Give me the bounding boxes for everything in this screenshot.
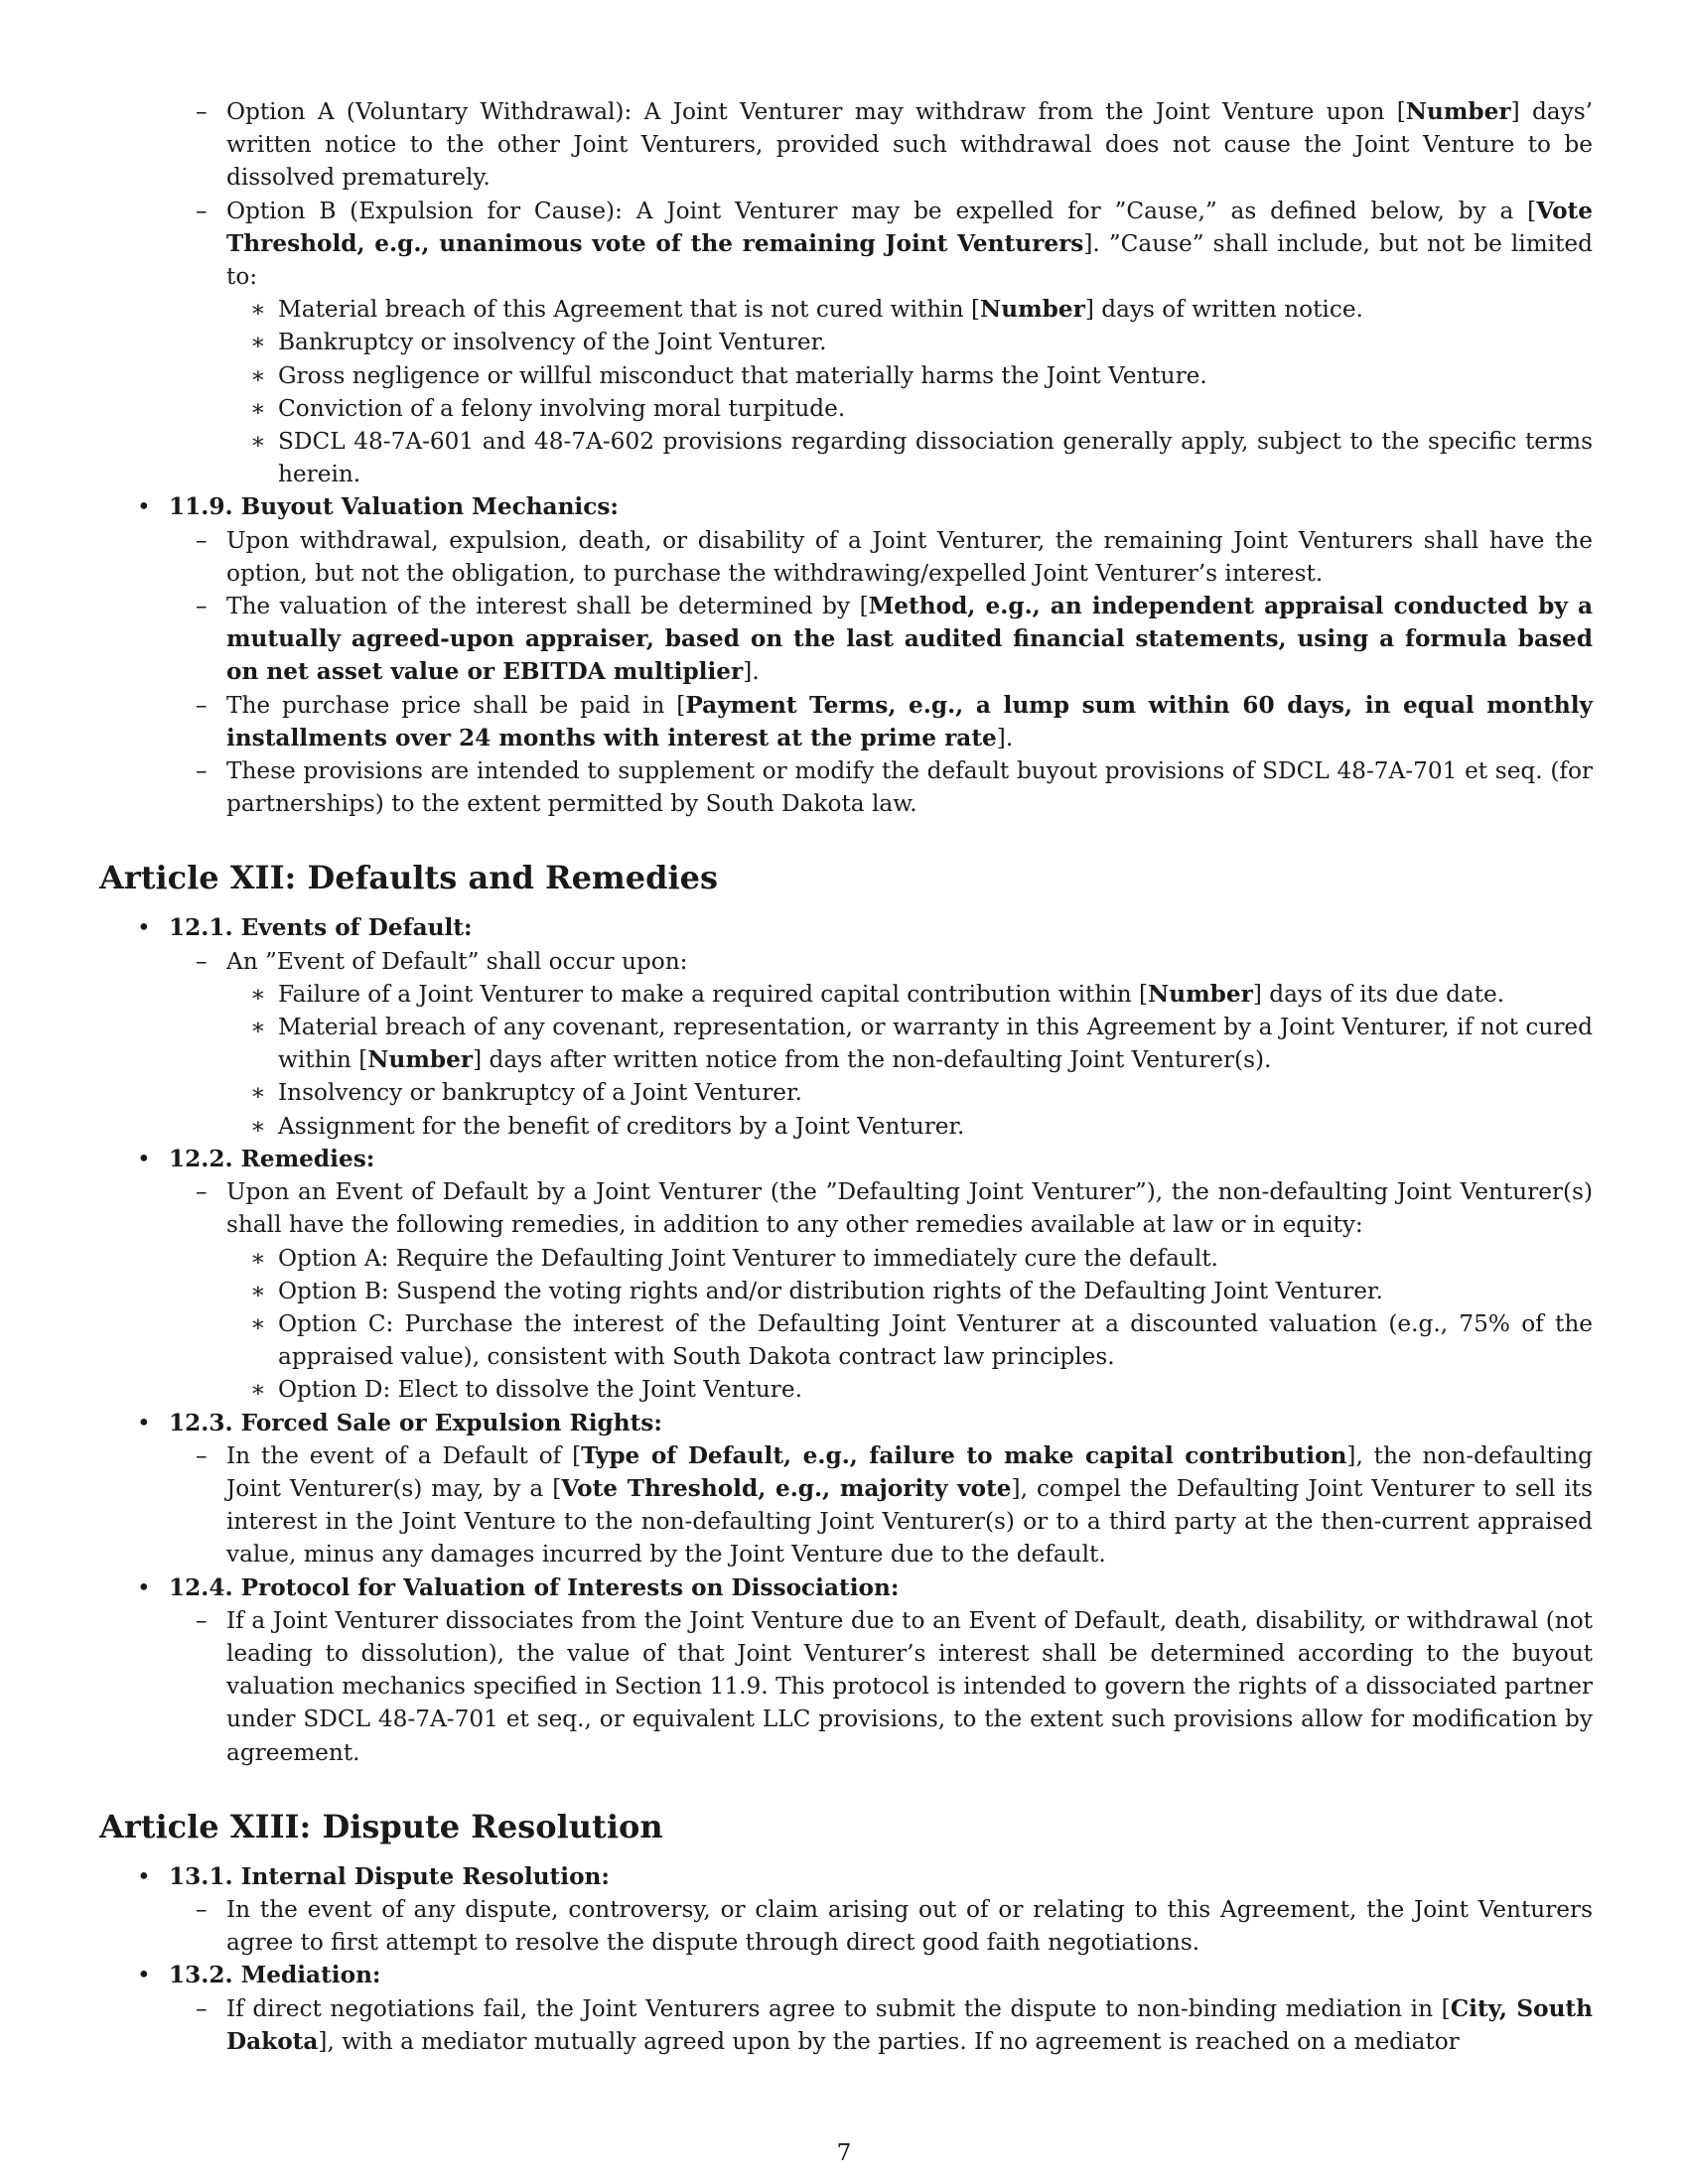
list-item: – The purchase price shall be paid in [Payment Terms, e.g., a lump sum within 60 days, in equal monthly installments over 24 months with interest at the prime rate]. (99, 689, 1593, 754)
list-item: – Option A (Voluntary Withdrawal): A Joint Venturer may withdraw from the Joint Venture upon [Number] days’ written notice to the other Joint Venturers, provided such withdrawal does not cause the Joint Venture to be dissolved prematurely. (99, 95, 1593, 195)
list-item: ∗ Insolvency or bankruptcy of a Joint Venturer. (99, 1076, 1593, 1109)
article-12-list (99, 911, 1593, 1768)
star-marker: ∗ (250, 361, 266, 389)
page-content (99, 95, 1593, 2058)
list-item: ∗ Bankruptcy or insolvency of the Joint Venturer. (99, 326, 1593, 358)
star-marker: ∗ (250, 1277, 266, 1304)
list-item: – An ”Event of Default” shall occur upon: (99, 945, 1593, 978)
section-heading: 13.2. Mediation: (169, 1962, 381, 1989)
list-item: ∗ Gross negligence or willful misconduct that materially harms the Joint Venture. (99, 359, 1593, 392)
dash-marker: – (196, 947, 208, 975)
list-item: ∗ Conviction of a felony involving moral turpitude. (99, 392, 1593, 425)
dash-marker: – (196, 1994, 208, 2022)
bullet-marker: • (137, 1145, 151, 1172)
list-item: ∗ Failure of a Joint Venturer to make a required capital contribution within [Number] days of its due date. (99, 978, 1593, 1011)
star-marker: ∗ (250, 329, 266, 356)
dash-marker: – (196, 1895, 208, 1923)
star-marker: ∗ (250, 428, 266, 456)
section-12-1 (99, 911, 1593, 944)
section-heading: 12.1. Events of Default: (169, 914, 473, 942)
section-12-3 (99, 1407, 1593, 1439)
star-marker: ∗ (250, 394, 266, 422)
bullet-marker: • (137, 1409, 151, 1436)
list-item: – The valuation of the interest shall be determined by [Method, e.g., an independent appraisal conducted by a mutually agreed-upon appraiser, based on the last audited financial statements, using a formula based on net asset value or EBITDA multiplier]. (99, 590, 1593, 689)
bullet-marker: • (137, 493, 151, 521)
dash-marker: – (196, 1606, 208, 1634)
list-item: – These provisions are intended to supplement or modify the default buyout provisions of SDCL 48-7A-701 et seq. (for partnerships) to the extent permitted by South Dakota law. (99, 754, 1593, 820)
dash-marker: – (196, 757, 208, 785)
dash-marker: – (196, 526, 208, 554)
list-item: – If a Joint Venturer dissociates from the Joint Venture due to an Event of Default, death, disability, or withdrawal (not leading to dissolution), the value of that Joint Venturer’s interest shall be determined according to the buyout valuation mechanics specified in Section 11.9. This protocol is intended to govern the rights of a dissociated partner under SDCL 48-7A-701 et seq., or equivalent LLC provisions, to the extent such provisions allow for modification by agreement. (99, 1604, 1593, 1769)
dash-marker: – (196, 1178, 208, 1206)
cause-list (226, 293, 1593, 490)
list-item: – Option B (Expulsion for Cause): A Joint Venturer may be expelled for ”Cause,” as defined below, by a [Vote Threshold, e.g., unanimous vote of the remaining Joint Venturers]. ”Cause” shall include, but not be limited to: ∗ Material breach of this Agreement that is not cured within [Number] days of written notice. ∗ Bankruptcy or insolvency of the Joint Venturer. ∗ Gross negligence or willful misconduct that materially harms the Joint Venture. ∗ Conviction of a felony involving moral turpitude. ∗ SDCL 48-7A-601 and 48-7A-602 provisions regarding dissociation generally apply, subject to the specific terms herein. (99, 195, 1593, 491)
list-item: ∗ Material breach of this Agreement that is not cured within [Number] days of written notice. (99, 293, 1593, 326)
star-marker: ∗ (250, 1244, 266, 1272)
list-item: ∗ Option D: Elect to dissolve the Joint Venture. (99, 1373, 1593, 1406)
dash-marker: – (196, 593, 208, 620)
star-marker: ∗ (250, 1014, 266, 1041)
list-item: – In the event of any dispute, controversy, or claim arising out of or relating to this Agreement, the Joint Venturers agree to first attempt to resolve the dispute through direct good faith negotiations. (99, 1893, 1593, 1959)
section-11-9-list (99, 490, 1593, 820)
star-marker: ∗ (250, 1112, 266, 1140)
article-13-title: Article XIII: Dispute Resolution (99, 1807, 663, 1845)
star-marker: ∗ (250, 1309, 266, 1337)
list-item: ∗ Option B: Suspend the voting rights and/or distribution rights of the Defaulting Joint Venturer. (99, 1275, 1593, 1307)
article-13-list (99, 1860, 1593, 2058)
bullet-marker: • (137, 1962, 151, 1989)
list-item: ∗ Material breach of any covenant, representation, or warranty in this Agreement by a Joint Venturer, if not cured within [Number] days after written notice from the non-defaulting Joint Venturer(s). (99, 1011, 1593, 1076)
bullet-marker: • (137, 1573, 151, 1601)
star-marker: ∗ (250, 980, 266, 1008)
list-item: ∗ Assignment for the benefit of creditors by a Joint Venturer. (99, 1110, 1593, 1143)
section-11-9 (99, 490, 1593, 523)
star-marker: ∗ (250, 1079, 266, 1107)
page-number: 7 (836, 2139, 852, 2166)
star-marker: ∗ (250, 1376, 266, 1404)
section-12-2 (99, 1143, 1593, 1175)
list-item: – Upon withdrawal, expulsion, death, or disability of a Joint Venturer, the remaining Joint Venturers shall have the option, but not the obligation, to purchase the withdrawing/expelled Joint Venturer’s interest. (99, 524, 1593, 590)
section-13-1 (99, 1860, 1593, 1893)
dash-marker: – (196, 1441, 208, 1469)
article-12-title: Article XII: Defaults and Remedies (99, 859, 719, 897)
dash-marker: – (196, 197, 208, 224)
section-13-2 (99, 1959, 1593, 1991)
section-heading: 12.3. Forced Sale or Expulsion Rights: (169, 1409, 662, 1436)
section-heading: 12.2. Remedies: (169, 1145, 375, 1172)
withdrawal-options-list (99, 95, 1593, 490)
bullet-marker: • (137, 914, 151, 942)
star-marker: ∗ (250, 296, 266, 324)
list-item: ∗ SDCL 48-7A-601 and 48-7A-602 provisions regarding dissociation generally apply, subject to the specific terms herein. (99, 425, 1593, 490)
dash-marker: – (196, 691, 208, 719)
list-item: – If direct negotiations fail, the Joint Venturers agree to submit the dispute to non-binding mediation in [City, South Dakota], with a mediator mutually agreed upon by the parties. If no agreement is reached on a mediator (99, 1992, 1593, 2058)
section-12-4 (99, 1571, 1593, 1604)
dash-marker: – (196, 98, 208, 125)
section-heading: 12.4. Protocol for Valuation of Interests on Dissociation: (169, 1573, 900, 1601)
list-item: ∗ Option C: Purchase the interest of the Defaulting Joint Venturer at a discounted valuation (e.g., 75% of the appraised value), consistent with South Dakota contract law principles. (99, 1307, 1593, 1373)
list-item: – Upon an Event of Default by a Joint Venturer (the ”Defaulting Joint Venturer”), the non-defaulting Joint Venturer(s) shall have the following remedies, in addition to any other remedies available at law or in equity: (99, 1175, 1593, 1241)
list-item: – In the event of a Default of [Type of Default, e.g., failure to make capital contribution], the non-defaulting Joint Venturer(s) may, by a [Vote Threshold, e.g., majority vote], compel the Defaulting Joint Venturer to sell its interest in the Joint Venture to the non-defaulting Joint Venturer(s) or to a third party at the then-current appraised value, minus any damages incurred by the Joint Venture due to the default. (99, 1439, 1593, 1571)
section-heading: 13.1. Internal Dispute Resolution: (169, 1862, 610, 1890)
bullet-marker: • (137, 1862, 151, 1890)
list-item: ∗ Option A: Require the Defaulting Joint Venturer to immediately cure the default. (99, 1242, 1593, 1275)
section-heading: 11.9. Buyout Valuation Mechanics: (169, 493, 619, 521)
